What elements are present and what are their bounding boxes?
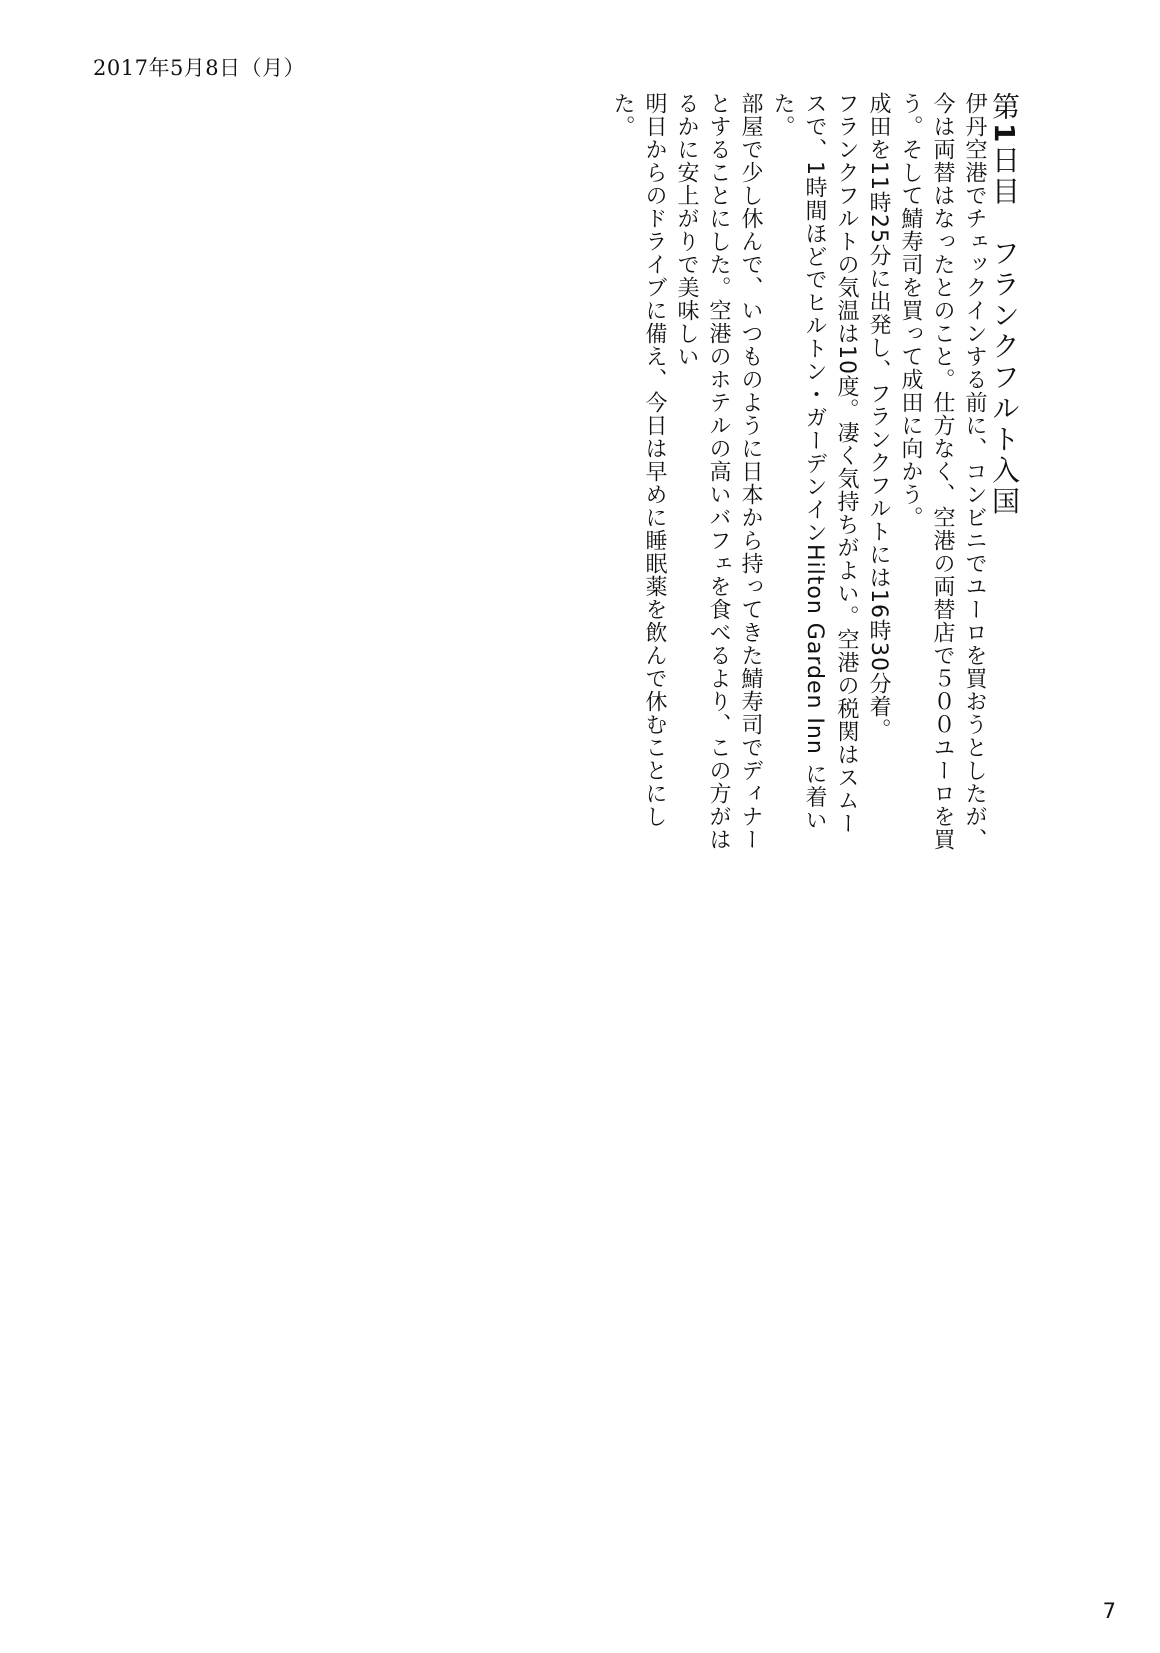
paragraph: 成田を11時25分に出発し、フランクフルトには16時30分着。 <box>866 92 891 741</box>
paragraph: フランクフルトの気温は10度。凄く気持ちがよい。空港の税関はスムースで、1時間ほどでヒルトン・ガーデンインHilton Garden Inn に着いた。 <box>770 92 859 835</box>
paragraph: 明日からのドライブに備え、今日は早めに睡眠薬を飲んで休むことにした。 <box>610 92 667 828</box>
article-body <box>606 92 1021 852</box>
article-title <box>988 92 1021 808</box>
title-suffix: 日目 フランクフルト入国 <box>988 145 1021 518</box>
paragraph: 部屋で少し休んで、いつものように日本から持ってきた鯖寿司でディナーとすることにした。空港のホテルの高いバフェを食べるより、この方がはるかに安上がりで美味しい <box>674 92 763 851</box>
header-date: 2017年5月8日（月） <box>93 56 306 80</box>
paragraph: 伊丹空港でチェックインする前に、コンビニでユーロを買おうとしたが、今は両替はなったとのこと。仕方なく、空港の両替店で５００ユーロを買う。そして鯖寿司を買って成田に向かう。 <box>898 92 987 851</box>
title-prefix: 第 <box>988 92 1021 123</box>
title-number: 1 <box>988 123 1021 146</box>
page-number: 7 <box>1102 1599 1116 1623</box>
